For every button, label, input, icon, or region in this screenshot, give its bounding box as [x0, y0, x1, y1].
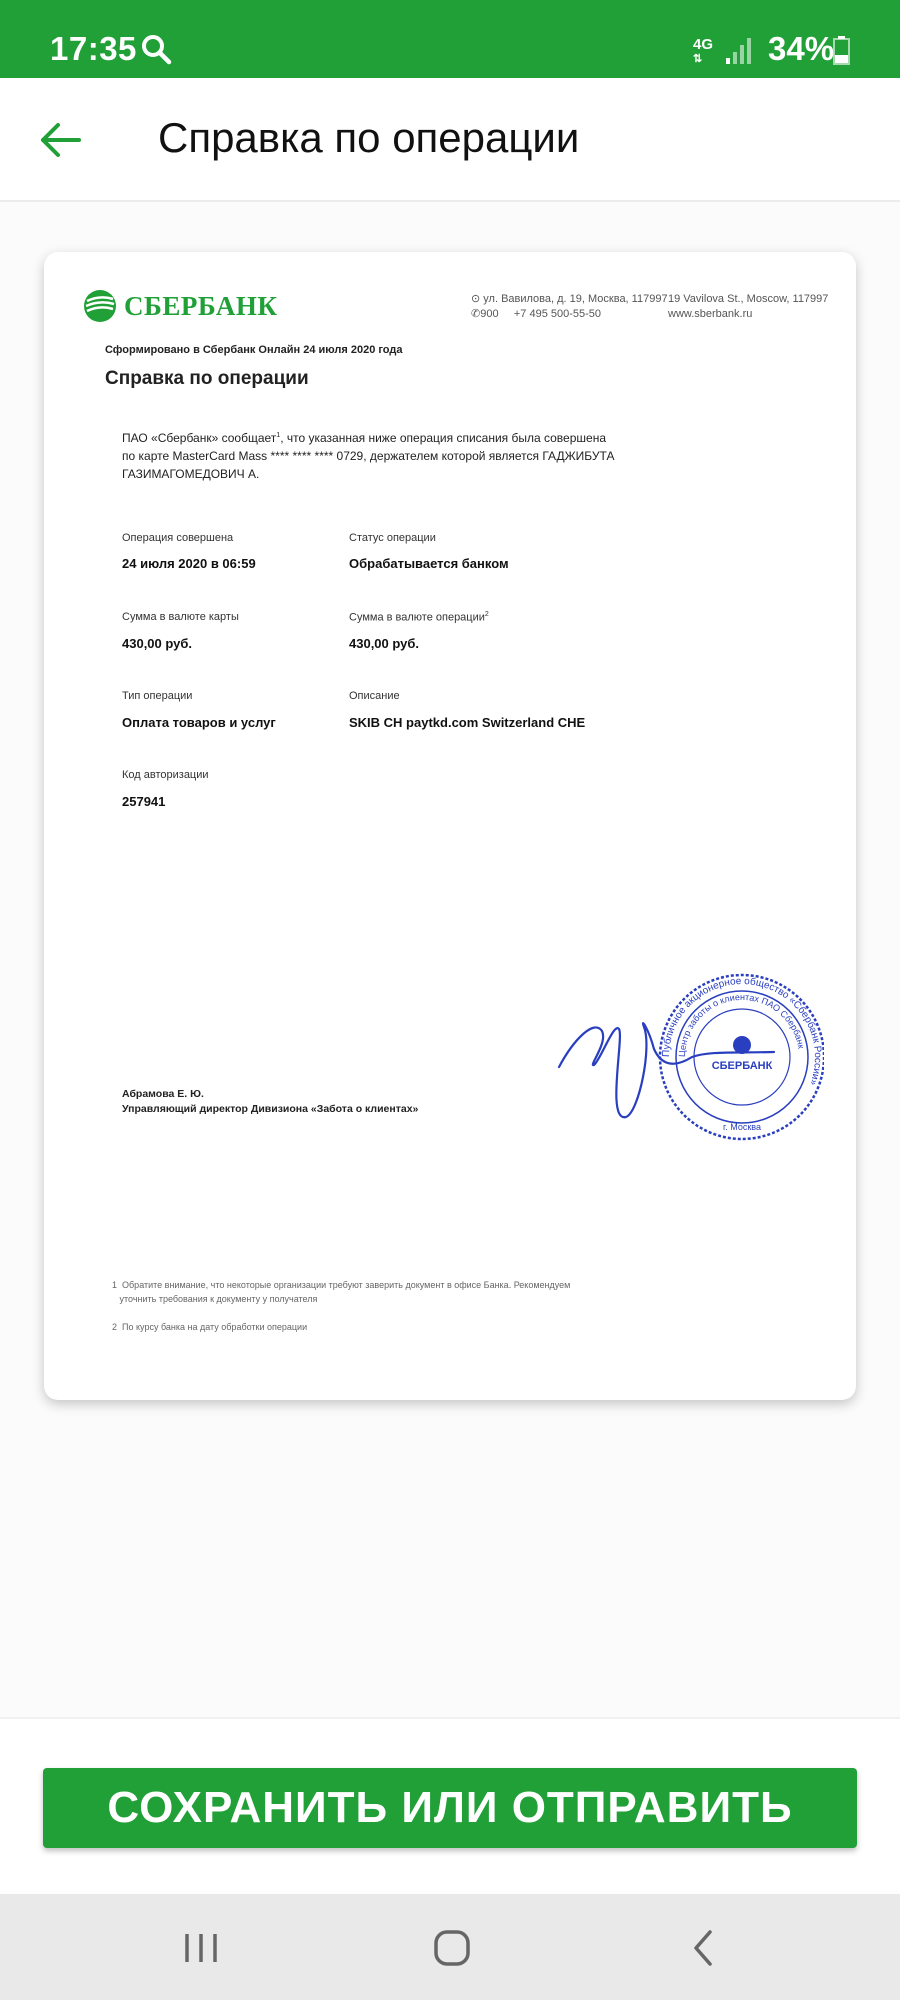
battery-icon [833, 36, 850, 65]
phone-long: +7 495 500-55-50 [513, 308, 602, 320]
logo-text: СБЕРБАНК [124, 290, 278, 321]
status-label: Статус операции [349, 532, 436, 544]
divider [0, 1717, 900, 1719]
footnote-ref-2: 2 [484, 611, 489, 618]
op-amount-label-text: Сумма в валюте операции [349, 611, 485, 624]
footnote-ref-1: 1 [276, 432, 281, 439]
description-value: SKIB CH paytkd.com Switzerland CHE [349, 715, 586, 730]
footnote-1-number: 1 [112, 1280, 118, 1290]
sberbank-logo [82, 288, 277, 324]
arrow-left-icon[interactable] [38, 120, 84, 160]
stamp-outer-text: Публичное акционерное общество «Сбербанк России» [660, 975, 824, 1087]
system-nav-bar [0, 1894, 900, 2000]
sberbank-logo-icon [82, 288, 118, 324]
intro-part2: , что указанная ниже операция списания была совершена по карте MasterCard Mass **** **** **** 0729, держателем которой является ГАДЖИБУТА ГАЗИМАГОМЕДОВИЧ А. [122, 431, 615, 481]
intro-part1: ПАО «Сбербанк» сообщает [122, 431, 277, 445]
stamp [660, 975, 824, 1139]
network-type-label: 4G [693, 36, 714, 53]
operation-date-value: 24 июля 2020 в 06:59 [122, 556, 256, 571]
address-block-en [668, 292, 828, 322]
location-pin-icon: ⊙ [471, 293, 481, 305]
save-or-send-button[interactable]: СОХРАНИТЬ ИЛИ ОТПРАВИТЬ [43, 1768, 857, 1848]
recent-apps-icon[interactable] [179, 1926, 223, 1970]
stamp-city: г. Москва [723, 1122, 761, 1132]
formed-date: Сформировано в Сбербанк Онлайн 24 июля 2020 года [105, 344, 403, 356]
op-amount-label [349, 611, 489, 624]
status-value: Обрабатывается банком [349, 556, 509, 571]
description-label: Описание [349, 690, 400, 702]
phone-icon: ✆ [471, 308, 481, 320]
footnote-2-text: По курсу банка на дату обработки операции [122, 1322, 308, 1332]
operation-type-label: Тип операции [122, 690, 193, 702]
intro-paragraph [122, 427, 622, 483]
status-bar [0, 0, 900, 78]
stamp-logo-text: СБЕРБАНК [711, 1060, 773, 1072]
card-amount-label: Сумма в валюте карты [122, 611, 239, 623]
address-ru: ул. Вавилова, д. 19, Москва, 117997 [483, 293, 668, 305]
address-en: 19 Vavilova St., Moscow, 117997 [668, 293, 829, 305]
document-card [44, 252, 856, 1400]
auth-code-label: Код авторизации [122, 769, 209, 781]
footnote-1-line1: Обратите внимание, что некоторые организации требуют заверить документ в офисе Банка. Рекомендуем [122, 1280, 571, 1290]
address-block-ru [471, 292, 668, 322]
operation-type-value: Оплата товаров и услуг [122, 715, 276, 730]
phone-short: 900 [480, 308, 499, 320]
auth-code-value: 257941 [122, 794, 166, 809]
document-preview-area[interactable] [0, 202, 900, 1717]
footnote-1-line2: уточнить требования к документу у получателя [119, 1294, 318, 1304]
page-title: Справка по операции [158, 114, 580, 161]
stamp-inner-text: Центр заботы о клиентах ПАО Сбербанк [676, 991, 807, 1058]
home-icon[interactable] [430, 1926, 474, 1970]
op-amount-value: 430,00 руб. [349, 636, 420, 651]
stamp-and-signature [504, 967, 824, 1147]
signatory-position: Управляющий директор Дивизиона «Забота о клиентах» [122, 1103, 419, 1115]
back-icon[interactable] [682, 1926, 726, 1970]
signatory [122, 1087, 418, 1117]
card-amount-value: 430,00 руб. [122, 636, 193, 651]
document-title: Справка по операции [105, 368, 309, 389]
status-time: 17:35 [50, 30, 137, 67]
operation-date-label: Операция совершена [122, 532, 234, 544]
website: www.sberbank.ru [668, 308, 753, 320]
app-bar [0, 78, 900, 202]
footnote-2 [112, 1320, 307, 1334]
footnote-1 [112, 1278, 570, 1306]
battery-percent: 34% [768, 30, 835, 67]
signal-icon [726, 37, 752, 65]
search-icon [140, 33, 172, 65]
signatory-name: Абрамова Е. Ю. [122, 1088, 204, 1100]
network-type-icon: 4G ⇅ [693, 36, 714, 65]
footnote-2-number: 2 [112, 1322, 118, 1332]
